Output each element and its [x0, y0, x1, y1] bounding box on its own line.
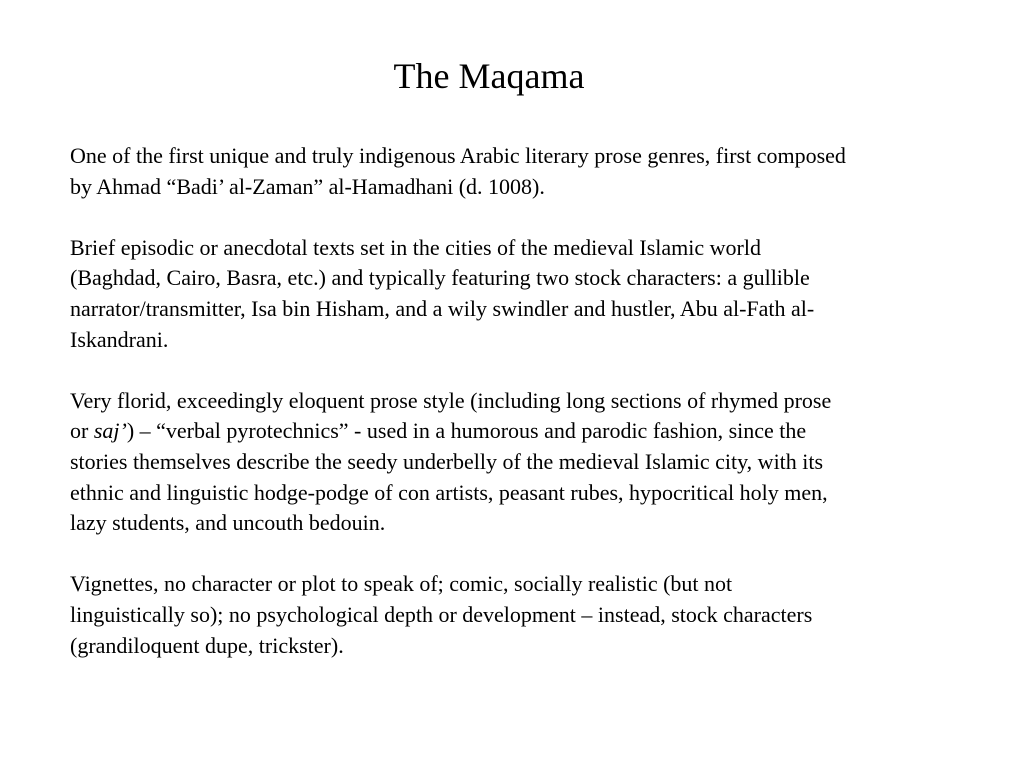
text-line: Very florid, exceedingly eloquent prose style (including long sections of rhymed prose [70, 387, 832, 413]
text-line: lazy students, and uncouth bedouin. [70, 510, 386, 536]
text-line: Brief episodic or anecdotal texts set in the cities of the medieval Islamic world [70, 234, 761, 260]
slide-body [70, 141, 990, 692]
italic-term-saj: saj’ [93, 418, 127, 444]
paragraph-vignettes [70, 569, 990, 661]
text-line [70, 416, 990, 447]
text-line: narrator/transmitter, Isa bin Hisham, and a wily swindler and hustler, Abu al-Fath al- [70, 295, 815, 321]
text-segment: or [70, 418, 94, 444]
text-line: One of the first unique and truly indigenous Arabic literary prose genres, first composed [70, 143, 846, 168]
text-line: (Baghdad, Cairo, Basra, etc.) and typically featuring two stock characters: a gullible [70, 265, 810, 291]
text-line: stories themselves describe the seedy underbelly of the medieval Islamic city, with its [70, 448, 824, 474]
text-segment: ) – “verbal pyrotechnics” - used in a humorous and parodic fashion, since the [126, 418, 807, 444]
text-line: ethnic and linguistic hodge-podge of con artists, peasant rubes, hypocritical holy men, [70, 479, 828, 505]
paragraph-style [70, 386, 990, 539]
paragraph-characters [70, 233, 990, 355]
text-line: linguistically so); no psychological depth or development – instead, stock characters [70, 601, 813, 627]
slide-title: The Maqama [393, 56, 585, 96]
paragraph-origin [70, 141, 990, 202]
text-line: Iskandrani. [70, 326, 169, 352]
text-line: Vignettes, no character or plot to speak of; comic, socially realistic (but not [70, 571, 733, 597]
text-line: (grandiloquent dupe, trickster). [70, 632, 344, 658]
text-line: by Ahmad “Badi’ al-Zaman” al-Hamadhani (d. 1008). [70, 173, 545, 199]
